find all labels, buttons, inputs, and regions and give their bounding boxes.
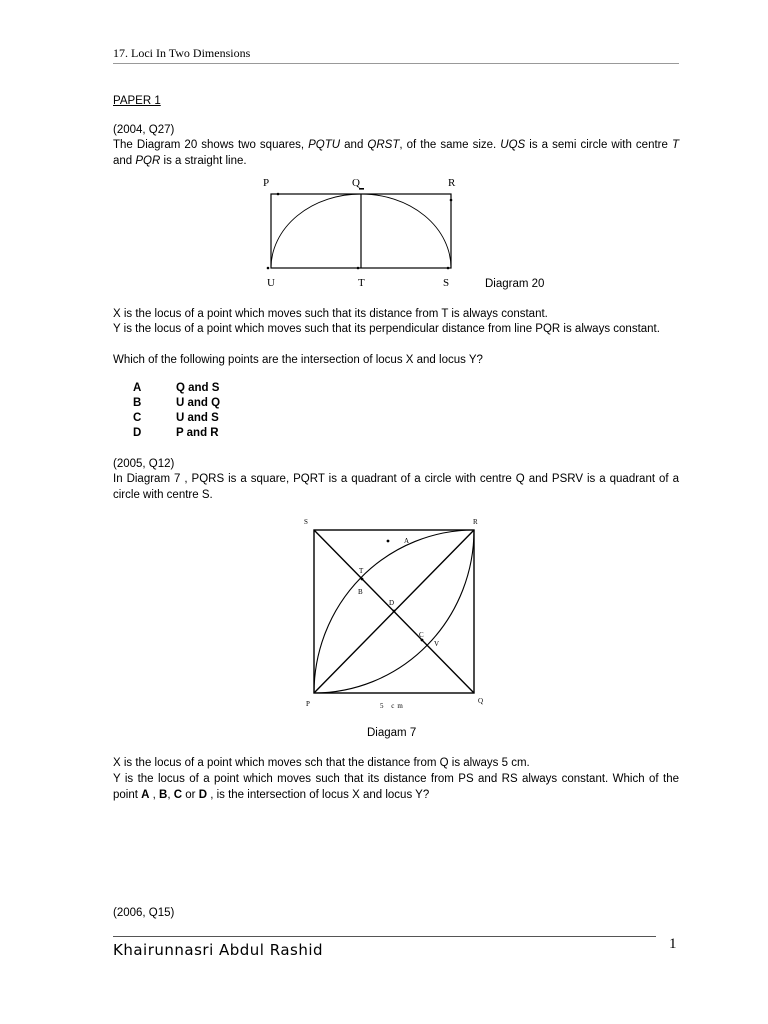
label-t: T — [359, 567, 364, 575]
page-number: 1 — [669, 936, 677, 952]
q1-intro: The Diagram 20 shows two squares, PQTU and QRST, of the same size. UQS is a semi circle with centre T and PQR is a straight line. — [113, 139, 680, 167]
diagram-7 — [298, 512, 494, 712]
diagram-20-caption: Diagram 20 — [485, 278, 545, 290]
label-s: S — [443, 277, 450, 289]
q1-option-d-letter: D — [133, 427, 142, 439]
diagram-7-caption: Diagam 7 — [367, 727, 417, 739]
q1-option-c-text: U and S — [176, 412, 219, 424]
q1-question: Which of the following points are the intersection of locus X and locus Y? — [113, 354, 483, 366]
q2-intro: In Diagram 7 , PQRS is a square, PQRT is a quadrant of a circle with centre Q and PSRV is a quadrant of a circle with centre S. — [113, 473, 679, 501]
q1-option-a-text: Q and S — [176, 382, 220, 394]
label-c: C — [419, 631, 424, 639]
label-q: Q — [478, 697, 484, 705]
q2-locus-x: X is the locus of a point which moves sch that the distance from Q is always 5 cm. — [113, 757, 530, 769]
q3-reference: (2006, Q15) — [113, 907, 175, 919]
header-divider — [113, 63, 679, 64]
paper-label: PAPER 1 — [113, 95, 161, 107]
q1-option-d-text: P and R — [176, 427, 219, 439]
label-r: R — [448, 177, 456, 189]
label-r: R — [473, 518, 478, 526]
label-p: P — [306, 700, 310, 708]
q1-locus-y: Y is the locus of a point which moves such that its perpendicular distance from line PQR is always constant. — [113, 323, 660, 335]
label-d: D — [389, 599, 395, 607]
q1-reference: (2004, Q27) — [113, 124, 175, 136]
label-t: T — [358, 277, 365, 289]
q1-option-b-letter: B — [133, 397, 142, 409]
q1-option-c-letter: C — [133, 412, 142, 424]
page-header-title: 17. Loci In Two Dimensions — [113, 46, 251, 60]
label-s: S — [304, 518, 308, 526]
footer-divider — [113, 936, 656, 937]
q1-locus-x: X is the locus of a point which moves such that its distance from T is always constant. — [113, 308, 548, 320]
label-b: B — [358, 588, 363, 596]
label-side-length: 5 cm — [380, 702, 406, 710]
label-u: U — [267, 277, 275, 289]
label-a: A — [404, 537, 410, 545]
q2-reference: (2005, Q12) — [113, 458, 175, 470]
q1-option-a-letter: A — [133, 382, 142, 394]
diagram-20 — [255, 172, 475, 294]
label-q: Q — [352, 177, 360, 189]
footer-author: Khairunnasri Abdul Rashid — [113, 941, 324, 959]
label-v: V — [434, 640, 440, 648]
label-p: P — [263, 177, 270, 189]
q1-option-b-text: U and Q — [176, 397, 221, 409]
q2-locus-y: Y is the locus of a point which moves such that its distance from PS and RS always constant. Which of the point A , B, C or D , is the intersection of locus X and locus Y? — [113, 773, 679, 801]
